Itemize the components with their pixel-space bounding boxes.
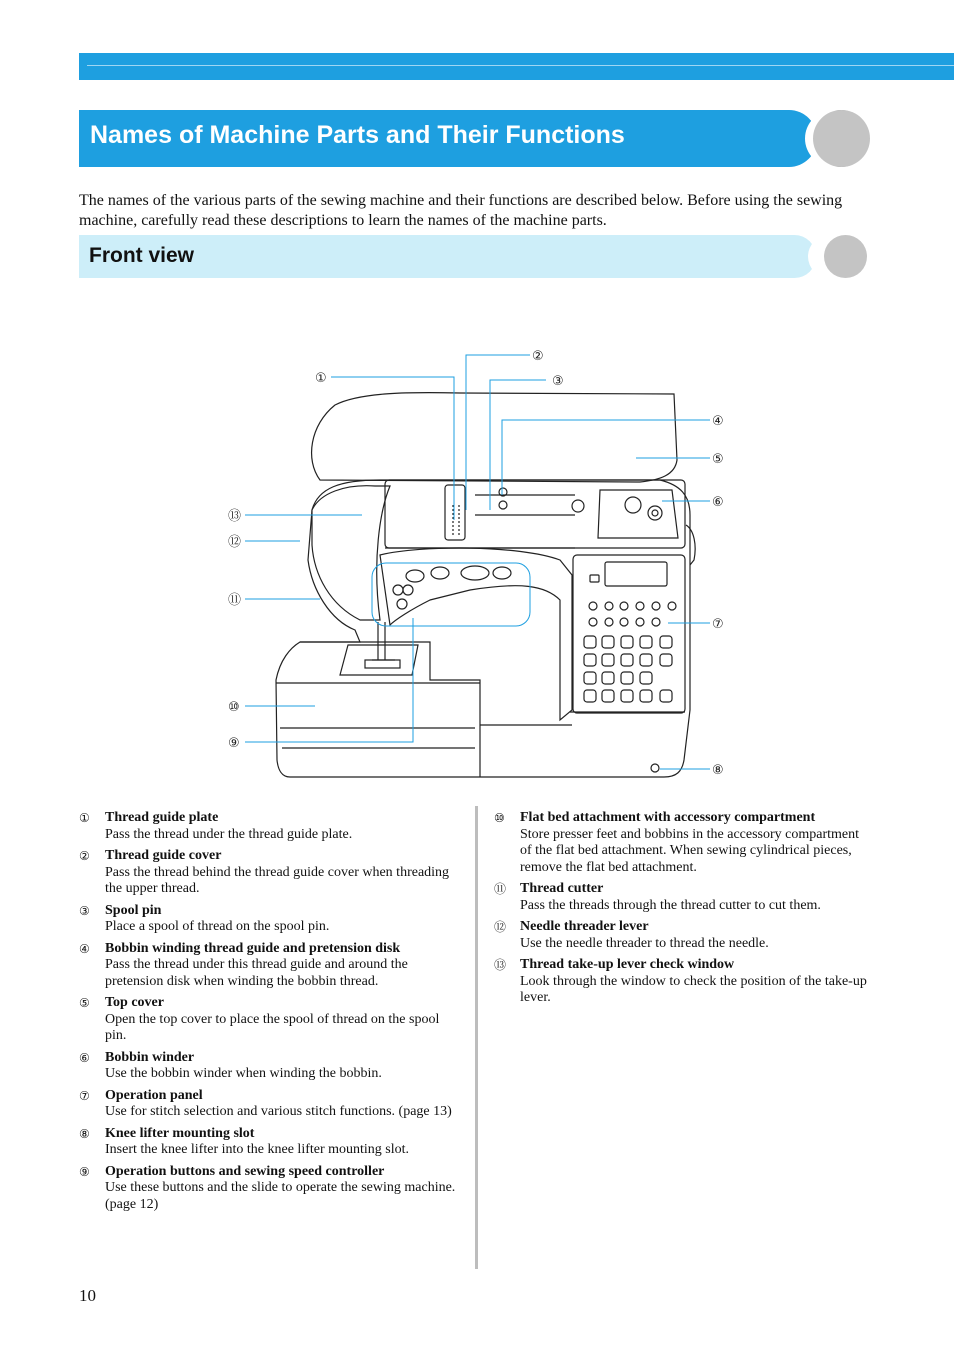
list-item: ⑥ Bobbin winder Use the bobbin winder when winding the bobbin. [79, 1049, 382, 1081]
machine-arm [380, 548, 572, 720]
list-item: ④ Bobbin winding thread guide and pretension disk Pass the thread under this thread guide and around the pretension disk when winding the bobbin thread. [79, 940, 408, 989]
callout-6: ⑥ [712, 495, 724, 510]
list-item: ⑧ Knee lifter mounting slot Insert the knee lifter into the knee lifter mounting slot. [79, 1125, 410, 1157]
parts-list-right [494, 810, 874, 1012]
callout-7: ⑦ [712, 617, 724, 632]
callout-4: ④ [712, 414, 724, 429]
section-title: Front view [89, 244, 195, 267]
callout-1: ① [315, 371, 327, 386]
panel-small-buttons [589, 602, 676, 626]
callout-5: ⑤ [712, 452, 724, 467]
list-item: ③ Spool pin Place a spool of thread on the spool pin. [79, 902, 330, 934]
list-item: ① Thread guide plate Pass the thread under the thread guide plate. [79, 810, 353, 842]
callout-12: ⑫ [228, 535, 242, 550]
list-item: ② Thread guide cover Pass the thread behind the thread guide cover when threading the upper thread. [79, 848, 450, 896]
callout-3: ③ [552, 374, 564, 389]
panel-square-buttons [584, 636, 672, 702]
callout-9: ⑨ [228, 736, 240, 751]
column-divider [475, 806, 478, 1269]
callout-2: ② [532, 349, 544, 364]
machine-head [312, 486, 390, 620]
callout-10: ⑩ [228, 700, 240, 715]
list-item: ⑤ Top cover Open the top cover to place the spool of thread on the spool pin. [79, 995, 440, 1043]
page-number: 10 [79, 1286, 96, 1305]
flat-bed [300, 642, 480, 777]
list-item: ⑬ Thread take-up lever check window Look through the window to check the position of the take-up lever. [494, 957, 867, 1005]
callout-13: ⑬ [228, 509, 242, 524]
list-item: ⑨ Operation buttons and sewing speed controller Use these buttons and the slide to operate the sewing machine. (page 12) [79, 1163, 456, 1212]
intro-paragraph: The names of the various parts of the sewing machine and their functions are described below. Before using the sewing machine, carefully read these descriptions to learn the names of the machine parts. [79, 192, 843, 229]
page-title: Names of Machine Parts and Their Functions [90, 121, 625, 149]
callout-11: ⑪ [228, 593, 242, 608]
list-item: ⑪ Thread cutter Pass the threads through the thread cutter to cut them. [494, 881, 821, 913]
list-item: ⑩ Flat bed attachment with accessory compartment Store presser feet and bobbins in the accessory compartment of the flat bed attachment. When sewing cylindrical pieces, remove the flat bed attachment. [494, 810, 860, 875]
list-item: ⑦ Operation panel Use for stitch selection and various stitch functions. (page 13) [79, 1087, 452, 1119]
parts-list-left [79, 810, 459, 1218]
callout-8: ⑧ [712, 763, 724, 778]
list-item: ⑫ Needle threader lever Use the needle threader to thread the needle. [494, 919, 769, 951]
top-cover-lid [312, 393, 677, 482]
